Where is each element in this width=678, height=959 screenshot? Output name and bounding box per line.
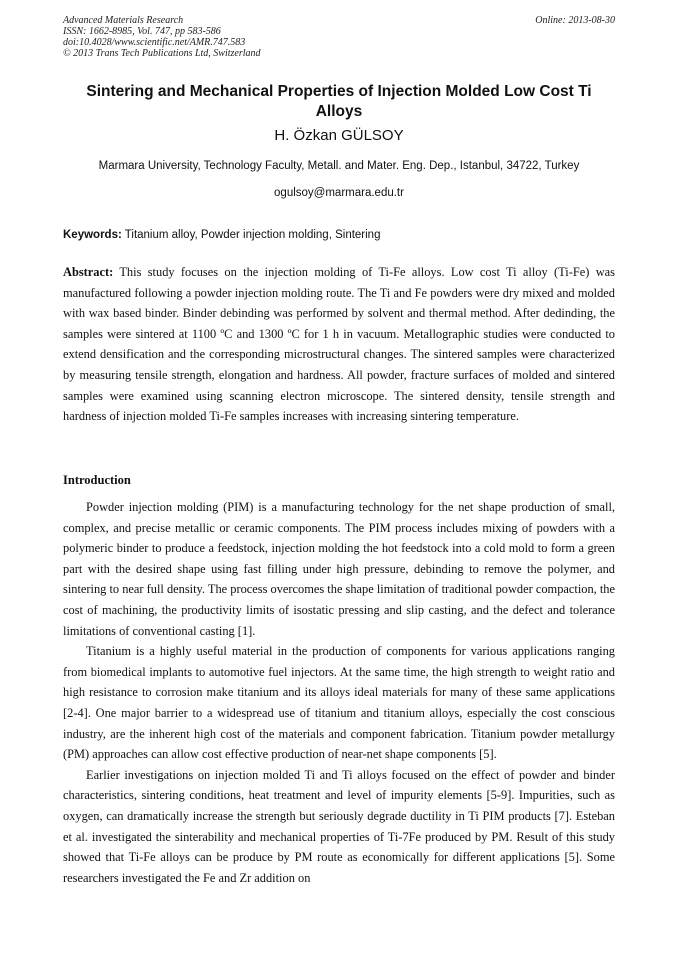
intro-paragraph: Powder injection molding (PIM) is a manufacturing technology for the net shape production of small, complex, and precise metallic or ceramic components. The PIM process includes mixing of powders with a polymeric binder to produce a feedstock, injection molding the hot feedstock into a cold mold to form a green part with the desired shape using fast filling under high pressure, debinding to remove the polymer, and sintering to near full density. The process overcomes the shape limitation of traditional powder compaction, the cost of machining, the productivity limits of isostatic pressing and slip casting, and the defect and tolerance limitations of conventional casting [1]. xyxy=(63,500,615,638)
journal-doi[interactable]: doi:10.4028/www.scientific.net/AMR.747.583 xyxy=(63,37,246,48)
journal-name: Advanced Materials Research xyxy=(63,15,184,26)
abstract-label: Abstract: xyxy=(63,265,114,279)
keywords-text: Titanium alloy, Powder injection molding, Sintering xyxy=(124,229,381,241)
author-affiliation: Marmara University, Technology Faculty, Metall. and Mater. Eng. Dep., Istanbul, 34722, Turkey xyxy=(98,160,580,172)
keywords xyxy=(63,228,615,243)
intro-paragraph: Titanium is a highly useful material in the production of components for various applications ranging from biomedical implants to automotive fuel injectors. At the same time, the high strength to weight ratio and high resistance to corrosion make titanium and its alloys ideal materials for many of these same applications [2-4]. One major barrier to a widespread use of titanium and titanium alloys, especially the cost conscious industry, are the inherent high cost of the materials and component fabrication. Titanium powder metallurgy (PM) approaches can allow cost effective production of near-net shape components [5]. xyxy=(63,644,615,762)
intro-paragraph: Earlier investigations on injection molded Ti and Ti alloys focused on the effect of powder and binder characteristics, sintering conditions, heat treatment and level of impurity elements [5-9]. Impurities, such as oxygen, can dramatically increase the strength but seriously degrade ductility in Ti PIM products [7]. Esteban et al. investigated the sinterability and mechanical properties of Ti-7Fe produced by PM. Result of this study showed that Ti-Fe alloys can be produce by PM route as economically for different applications [5]. Some researchers investigated the Fe and Zr addition on xyxy=(63,767,615,885)
introduction-heading: Introduction xyxy=(63,473,131,487)
online-date: Online: 2013-08-30 xyxy=(535,15,615,26)
introduction-body xyxy=(63,497,615,888)
keywords-label: Keywords: xyxy=(63,229,122,241)
abstract xyxy=(63,262,615,427)
journal-header xyxy=(63,15,261,59)
abstract-text: This study focuses on the injection molding of Ti-Fe alloys. Low cost Ti alloy (Ti-Fe) was manufactured following a powder injection molding route. The Ti and Fe powders were dry mixed and molded with wax based binder. Binder debinding was performed by solvent and thermal method. After dedinding, the samples were sintered at 1100 ºC and 1300 ºC for 1 h in vacuum. Metallographic studies were conducted to extend densification and the corresponding microstructural changes. The sintered samples were characterized by measuring tensile strength, elongation and hardness. All powder, fracture surfaces of molded and sintered samples were examined using scanning electron microscope. The sintered density, tensile strength and hardness of injection molded Ti-Fe samples increases with increasing sintering temperature. xyxy=(63,265,615,424)
journal-copyright: © 2013 Trans Tech Publications Ltd, Switzerland xyxy=(63,48,261,59)
author-email[interactable]: ogulsoy@marmara.edu.tr xyxy=(274,187,404,199)
author-name: H. Özkan GÜLSOY xyxy=(274,127,404,144)
journal-issn: ISSN: 1662-8985, Vol. 747, pp 583-586 xyxy=(63,26,221,37)
paper-title: Sintering and Mechanical Properties of Injection Molded Low Cost Ti Alloys xyxy=(86,83,592,120)
